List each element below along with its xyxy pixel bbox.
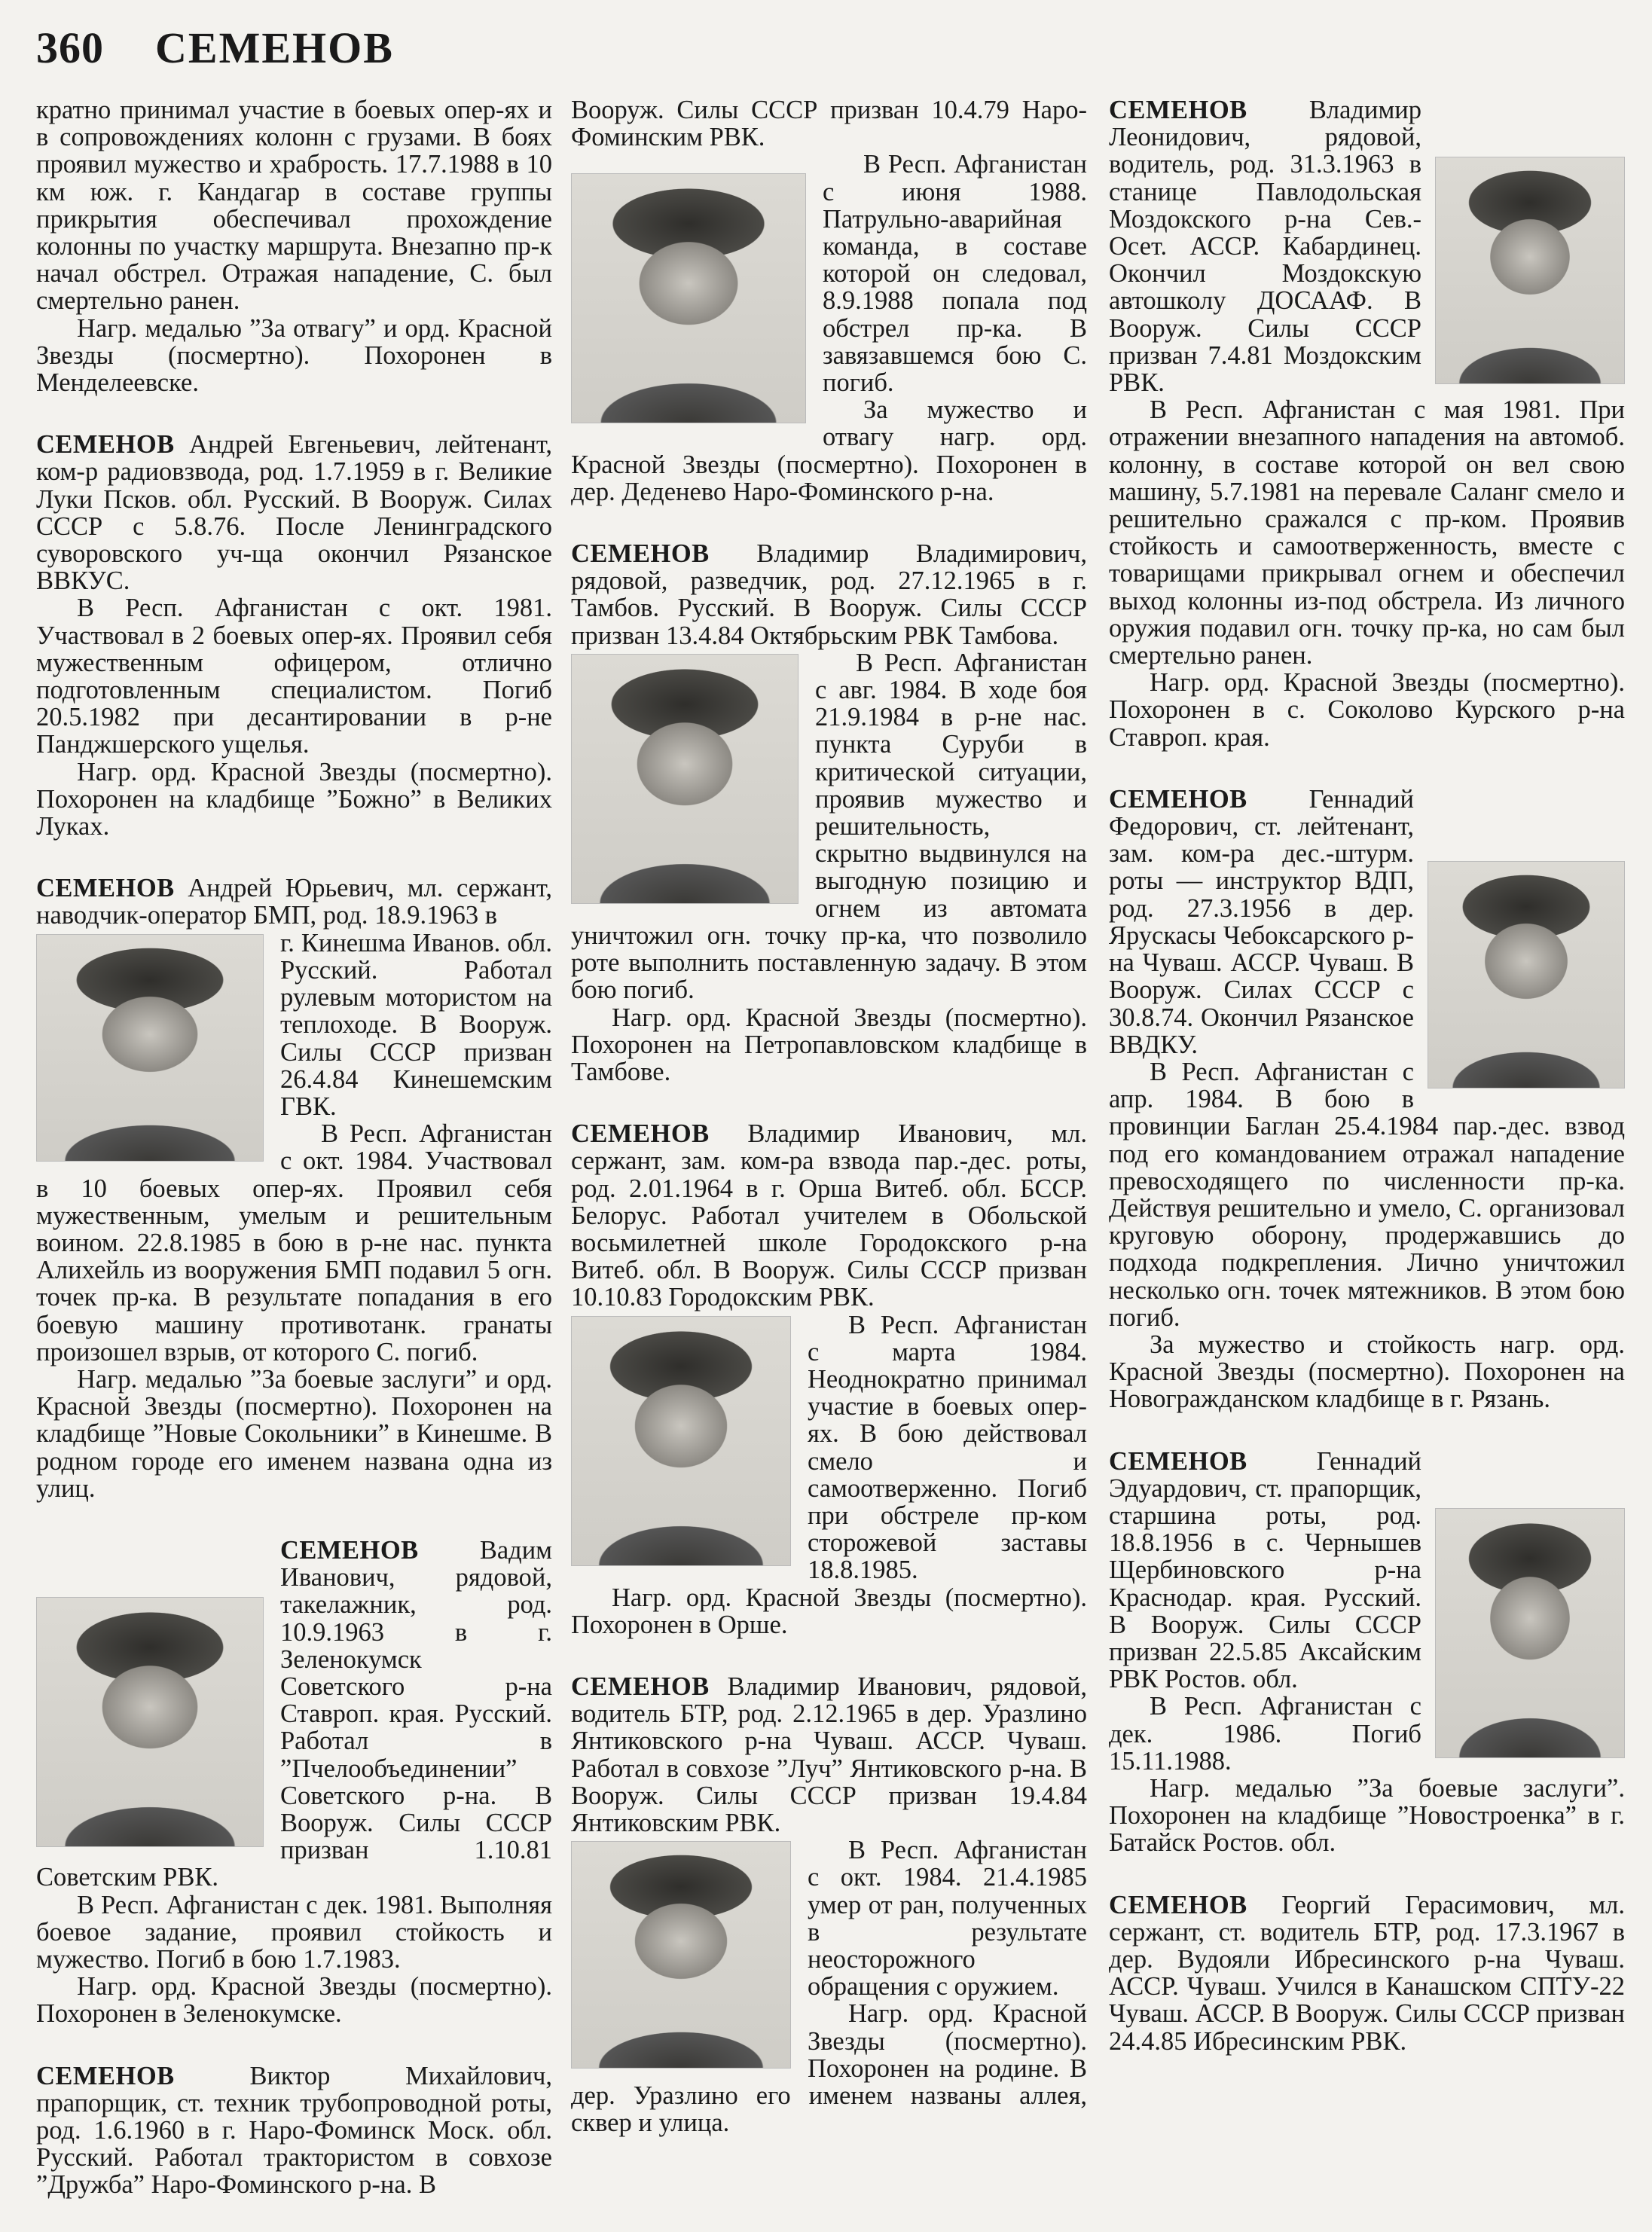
portrait-photo xyxy=(1428,861,1625,1089)
entry-intro: Вадим Иванович, рядовой, такелажник, род. 10.9.1963 в г. Зеленокумск Советского р-на Ставроп. края. Русский. Работал в ”Пчелообъединении” Советского р-на. В Вооруж. Силы СССР призван 1.10.81 Советским РВК. xyxy=(36,1535,552,1892)
portrait-photo xyxy=(571,1316,791,1566)
entry-semenov-andrey-yurievich xyxy=(36,875,552,1502)
entry-semenov-gennady-fedorovich xyxy=(1109,786,1625,1413)
column-3 xyxy=(1109,96,1625,2088)
entry-intro: Владимир Леонидович, рядовой, водитель, род. 31.3.1963 в станице Павлодольская Моздокского р-на Сев.-Осет. АССР. Кабардинец. Окончил Моздокскую автошколу ДОСААФ. В Вооруж. Силы СССР призван 7.4.81 Моздокским РВК. xyxy=(1109,96,1421,398)
entry-name: СЕМЕНОВ xyxy=(571,1119,710,1149)
entry-semenov-viktor-mikhailovich xyxy=(36,2063,552,2199)
entry-award: За мужество и стойкость нагр. орд. Красной Звезды (посмертно). Похоронен на Новогражданском кладбище в г. Рязань. xyxy=(1109,1330,1625,1414)
entry-name: СЕМЕНОВ xyxy=(1109,784,1247,814)
page-header xyxy=(36,23,394,83)
entry-semenov-vladimir-vladimirovich xyxy=(571,540,1087,1085)
entry-semenov-andrey-evgenievich xyxy=(36,431,552,840)
entry-intro: Владимир Владимирович, рядовой, разведчик, род. 27.12.1965 в г. Тамбов. Русский. В Вооруж. Силы СССР призван 13.4.84 Октябрьским РВК Тамбова. xyxy=(571,539,1087,650)
entry-text: В Респ. Афганистан с окт. 1984. 21.4.1985 умер от ран, полученных в результате неосторожного обращения с оружием. xyxy=(808,1836,1087,2001)
entry-name: СЕМЕНОВ xyxy=(280,1535,419,1565)
portrait-photo xyxy=(36,934,264,1162)
entry-intro: Геннадий Эдуардович, ст. прапорщик, старшина роты, род. 18.8.1956 в с. Чернышев Щербиновского р-на Краснодар. края. Русский. В Вооруж. Силы СССР призван 22.5.85 Аксайским РВК Ростов. обл. xyxy=(1109,1446,1421,1694)
entry-award: Нагр. медалью ”За отвагу” и орд. Красной Звезды (посмертно). Похоронен в Менделеевске. xyxy=(36,313,552,398)
portrait-photo xyxy=(571,1841,791,2069)
entry-text: В Респ. Афганистан с июня 1988. Патрульно-аварийная команда, в составе которой он следовал, 8.9.1988 попала под обстрел пр-ка. В завязавшемся бою С. погиб. xyxy=(823,150,1087,398)
entry-intro: Андрей Евгеньевич, лейтенант, ком-р радиовзвода, род. 1.7.1959 в г. Великие Луки Псков. обл. Русский. В Вооруж. Силах СССР с 5.8.76. После Ленинградского суворовского уч-ща окончил Рязанское ВВКУС. xyxy=(36,430,553,596)
entry-award: За мужество и отвагу нагр. орд. Красной Звезды (посмертно). Похоронен в дер. Деденево Наро-Фоминского р-на. xyxy=(571,395,1087,506)
portrait-photo xyxy=(1435,1508,1625,1758)
entry-award: Нагр. медалью ”За боевые заслуги”. Похоронен на кладбище ”Новостроенка” в г. Батайск Ростов. обл. xyxy=(1109,1773,1625,1858)
page-number: 360 xyxy=(36,23,104,72)
entry-award: Нагр. орд. Красной Звезды (посмертно). Похоронен на кладбище ”Божно” в Великих Луках. xyxy=(36,757,552,841)
entry-intro: Владимир Иванович, рядовой, водитель БТР, род. 2.12.1965 в дер. Уразлино Янтиковского р-на Чуваш. АССР. Чуваш. Работал в совхозе ”Луч” Янтиковского р-на. В Вооруж. Силы СССР призван 19.4.84 Янтиковским РВК. xyxy=(571,1672,1087,1837)
entry-award: Нагр. орд. Красной Звезды (посмертно). Похоронен в Зеленокумске. xyxy=(36,1972,552,2029)
entry-award: Нагр. орд. Красной Звезды (посмертно). Похоронен в Орше. xyxy=(571,1583,1087,1639)
entry-semenov-vladimir-ivanovich-2 xyxy=(571,1673,1087,2136)
entry-intro: Андрей Юрьевич, мл. сержант, наводчик-оператор БМП, род. 18.9.1963 в xyxy=(36,874,552,930)
entry-name: СЕМЕНОВ xyxy=(36,430,175,460)
entry-text: В Респ. Афганистан с апр. 1984. В бою в провинции Баглан 25.4.1984 пар.-дес. взвод под его командованием отражал нападение превосходящего по численности пр-ка. Действуя решительно и умело, С. организовал круговую оборону, продержавшись до подхода подкрепления. Лично уничтожил несколько огн. точек мятежников. В этом бою погиб. xyxy=(1109,1057,1625,1332)
entry-semenov-vladimir-leonidovich xyxy=(1109,96,1625,751)
entry-text: В Респ. Афганистан с окт. 1984. Участвовал в 10 боевых опер-ях. Проявил себя мужественным, умелым и решительным воином. 22.8.1985 в бою в р-не нас. пункта Алихейль из вооружения БМП подавил 5 огн. точек пр-ка. В результате попадания в его боевую машину противотанк. гранаты произошел взрыв, от которого С. погиб. xyxy=(36,1119,552,1366)
entry-semenov-vladimir-ivanovich-1 xyxy=(571,1120,1087,1638)
entry-semenov-georgy-gerasimovich xyxy=(1109,1892,1625,2055)
entry-text: г. Кинешма Иванов. обл. Русский. Работал рулевым мотористом на теплоходе. В Вооруж. Силы СССР призван 26.4.84 Кинешемским ГВК. xyxy=(280,928,552,1121)
entry-continued xyxy=(36,96,552,396)
entry-intro: Георгий Герасимович, мл. сержант, ст. водитель БТР, род. 17.3.1967 в дер. Вудояли Ибресинского р-на Чуваш. АССР. Чуваш. Учился в Канашском СПТУ-22 Чуваш. АССР. В Вооруж. Силы СССР призван 24.4.85 Ибресинским РВК. xyxy=(1109,1890,1625,2056)
entry-intro: Геннадий Федорович, ст. лейтенант, зам. ком-ра дес.-штурм. роты — инструктор ВДП, род. 27.3.1956 в дер. Ярускасы Чебоксарского р-на Чуваш. АССР. Чуваш. В Вооруж. Силах СССР с 30.8.74. Окончил Рязанское ВВДКУ. xyxy=(1109,784,1414,1059)
entry-name: СЕМЕНОВ xyxy=(571,1672,710,1701)
column-2 xyxy=(571,96,1087,2169)
entry-name: СЕМЕНОВ xyxy=(1109,96,1247,124)
entry-name: СЕМЕНОВ xyxy=(1109,1446,1247,1476)
entry-text: В Респ. Афганистан с марта 1984. Неоднократно принимал участие в боевых опер-ях. В бою действовал смело и самоотверженно. Погиб при обстреле пр-ком сторожевой заставы 18.8.1985. xyxy=(808,1310,1087,1585)
portrait-photo xyxy=(571,654,799,904)
entry-text: В Респ. Афганистан с дек. 1981. Выполняя боевое задание, проявил стойкость и мужество. Погиб в бою 1.7.1983. xyxy=(36,1890,552,1974)
entry-name: СЕМЕНОВ xyxy=(36,2061,175,2090)
running-head: СЕМЕНОВ xyxy=(155,23,394,72)
entry-award: Нагр. орд. Красной Звезды (посмертно). Похоронен в с. Соколово Курского р-на Ставроп. края. xyxy=(1109,668,1625,752)
entry-text: В Респ. Афганистан с авг. 1984. В ходе боя 21.9.1984 в р-не нас. пункта Суруби в критической ситуации, проявив мужество и решительность, скрытно выдвинулся на выгодную позицию и огнем из автомата уничтожил огн. точку пр-ка, что позволило роте выполнить поставленную задачу. В этом бою погиб. xyxy=(571,648,1087,1005)
entry-semenov-vadim-ivanovich xyxy=(36,1537,552,2028)
entry-intro: Владимир Иванович, мл. сержант, зам. ком-ра взвода пар.-дес. роты, род. 2.01.1964 в г. Орша Витеб. обл. БССР. Белорус. Работал учителем в Обольской восьмилетней школе Городокского р-на Витеб. обл. В Вооруж. Силы СССР призван 10.10.83 Городокским РВК. xyxy=(571,1119,1088,1312)
entry-semenov-gennady-eduardovich xyxy=(1109,1448,1625,1857)
entry-award: Нагр. медалью ”За боевые заслуги” и орд. Красной Звезды (посмертно). Похоронен на кладбище ”Новые Сокольники” в Кинешме. В родном городе его именем названа одна из улиц. xyxy=(36,1364,552,1503)
entry-name: СЕМЕНОВ xyxy=(1109,1890,1247,1919)
entry-intro: Виктор Михайлович, прапорщик, ст. техник трубопроводной роты, род. 1.6.1960 в г. Наро-Фоминск Моск. обл. Русский. Работал трактористом в совхозе ”Дружба” Наро-Фоминского р-на. В xyxy=(36,2061,552,2200)
entry-text: Вооруж. Силы СССР призван 10.4.79 Наро-Фоминским РВК. xyxy=(571,96,1087,152)
entry-name: СЕМЕНОВ xyxy=(36,874,175,903)
portrait-photo xyxy=(36,1597,264,1847)
portrait-photo xyxy=(571,173,806,423)
entry-text: В Респ. Афганистан с дек. 1986. Погиб 15.11.1988. xyxy=(1109,1692,1421,1776)
portrait-photo xyxy=(1435,157,1625,384)
entry-continued xyxy=(571,96,1087,505)
entry-name: СЕМЕНОВ xyxy=(571,539,710,569)
entry-text: В Респ. Афганистан с мая 1981. При отражении внезапного нападения на автомоб. колонну, в составе которой он вел свою машину, 5.7.1981 на перевале Саланг смело и решительно сражался с пр-ком. Проявив стойкость и самоотверженность, вместе с товарищами прикрывал огнем и обеспечил выход колонны из-под обстрела. Из личного оружия подавил огн. точку пр-ка, но сам был смертельно ранен. xyxy=(1109,395,1625,670)
column-1 xyxy=(36,96,552,2232)
entry-award: Нагр. орд. Красной Звезды (посмертно). Похоронен на родине. В дер. Уразлино его именем названы аллея, сквер и улица. xyxy=(571,1999,1087,2138)
entry-text: В Респ. Афганистан с окт. 1981. Участвовал в 2 боевых опер-ях. Проявил себя мужественным офицером, отлично подготовленным специалистом. Погиб 20.5.1982 при десантировании в р-не Панджшерского ущелья. xyxy=(36,594,552,759)
entry-text: кратно принимал участие в боевых опер-ях и в сопровождениях колонн с грузами. В боях проявил мужество и храбрость. 17.7.1988 в 10 км юж. г. Кандагар в составе группы прикрытия обеспечивал прохождение колонны по участку маршрута. Внезапно пр-к начал обстрел. Отражая нападение, С. был смертельно ранен. xyxy=(36,96,552,316)
entry-award: Нагр. орд. Красной Звезды (посмертно). Похоронен на Петропавловском кладбище в Тамбове. xyxy=(571,1003,1087,1086)
